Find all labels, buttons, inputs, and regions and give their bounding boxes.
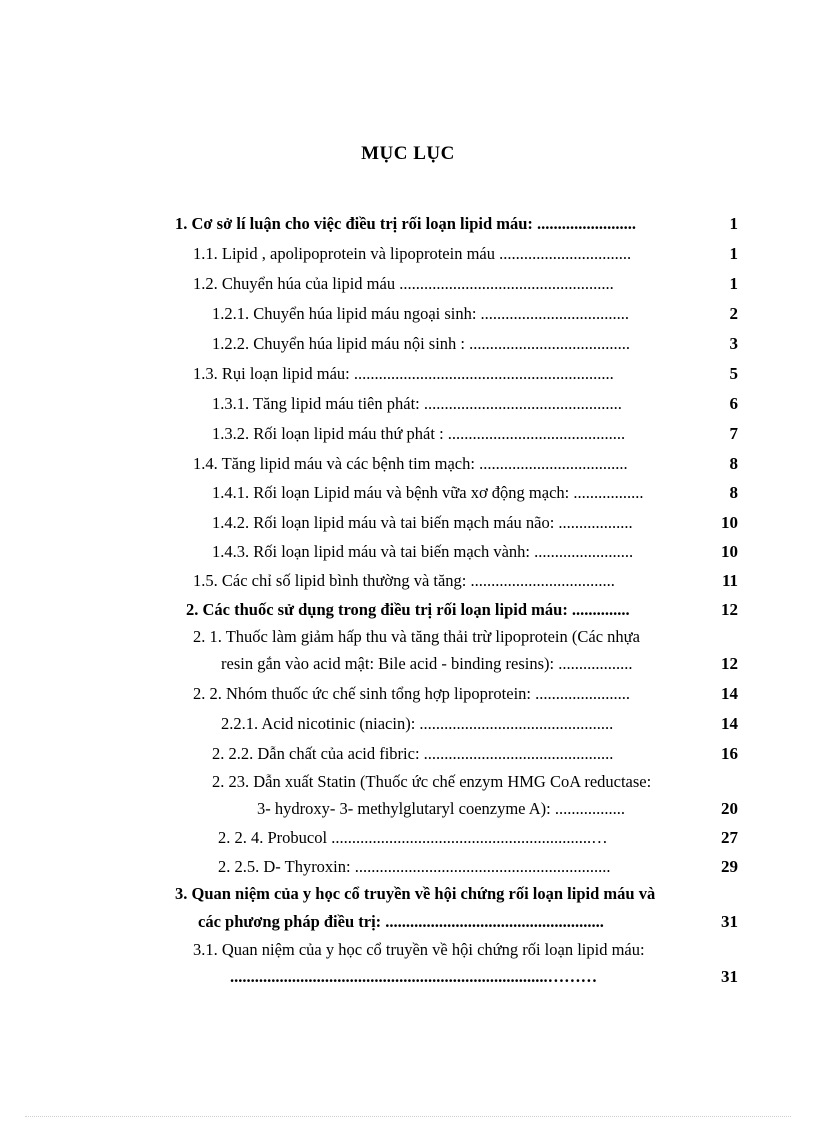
toc-page-number: 29 [721, 857, 738, 876]
toc-entry-2-2-1[interactable]: 2.2.1. Acid nicotinic (niacin): ............................................... [221, 714, 614, 733]
toc-entry-1-4-1[interactable]: 1.4.1. Rối loạn Lipid máu và bệnh vữa xơ động mạch: ................. [212, 483, 644, 502]
toc-page-number: 10 [721, 513, 738, 532]
toc-page-number: 6 [729, 394, 738, 413]
toc-page-number: 31 [721, 967, 738, 986]
page-title: MỤC LỤC [361, 143, 455, 164]
toc-entry-1-4[interactable]: 1.4. Tăng lipid máu và các bệnh tim mạch: .................................... [193, 454, 628, 473]
toc-page-number: 16 [721, 744, 738, 763]
toc-page-number: 7 [729, 424, 738, 443]
toc-entry-1-2[interactable]: 1.2. Chuyển húa của lipid máu .................................................... [193, 274, 614, 293]
toc-entry-2-2[interactable]: 2. 2. Nhóm thuốc ức chế sinh tổng hợp lipoprotein: ....................... [193, 684, 631, 703]
toc-entry-1-2-2[interactable]: 1.2.2. Chuyển húa lipid máu nội sinh : ....................................... [212, 334, 630, 353]
toc-entry-1-4-3[interactable]: 1.4.3. Rối loạn lipid máu và tai biến mạch vành: ........................ [212, 542, 634, 561]
toc-entry-2-2-3-cont[interactable]: 3- hydroxy- 3- methylglutaryl coenzyme A): ................. [257, 799, 625, 818]
toc-entry-3-cont[interactable]: các phương pháp điều trị: ..................................................... [198, 912, 604, 931]
toc-page-number: 2 [729, 304, 738, 323]
toc-entry-3[interactable]: 3. Quan niệm của y học cổ truyền về hội chứng rối loạn lipid máu và [175, 884, 656, 903]
toc-entry-2-2-5[interactable]: 2. 2.5. D- Thyroxin: .............................................................. [218, 857, 611, 876]
toc-entry-2[interactable]: 2. Các thuốc sử dụng trong điều trị rối loạn lipid máu: .............. [186, 600, 630, 619]
toc-page-number: 8 [729, 454, 738, 473]
toc-page-number: 8 [729, 483, 738, 502]
toc-entry-1-3-2[interactable]: 1.3.2. Rối loạn lipid máu thứ phát : ........................................... [212, 424, 626, 443]
toc-entry-1[interactable]: 1. Cơ sở lí luận cho việc điều trị rối loạn lipid máu: ........................ [175, 214, 637, 233]
toc-page-number: 12 [721, 600, 738, 619]
toc-entry-1-1[interactable]: 1.1. Lipid , apolipoprotein và lipoprotein máu ................................ [193, 244, 632, 263]
toc-page-number: 1 [729, 274, 738, 293]
toc-entry-2-1[interactable]: 2. 1. Thuốc làm giảm hấp thu và tăng thải trừ lipoprotein (Các nhựa [193, 627, 640, 646]
toc-page-number: 27 [721, 828, 738, 847]
toc-entry-1-2-1[interactable]: 1.2.1. Chuyển húa lipid máu ngoại sinh: .................................... [212, 304, 630, 323]
toc-entry-2-1-cont[interactable]: resin gắn vào acid mật: Bile acid - binding resins): .................. [221, 654, 633, 673]
toc-entry-1-4-2[interactable]: 1.4.2. Rối loạn lipid máu và tai biến mạch máu não: .................. [212, 513, 633, 532]
toc-page-number: 10 [721, 542, 738, 561]
toc-entry-2-2-3[interactable]: 2. 23. Dẫn xuất Statin (Thuốc ức chế enzym HMG CoA reductase: [212, 772, 652, 791]
toc-entry-1-3-1[interactable]: 1.3.1. Tăng lipid máu tiên phát: ................................................ [212, 394, 622, 413]
toc-page-number: 31 [721, 912, 738, 931]
toc-page-number: 1 [729, 244, 738, 263]
toc-page-number: 20 [721, 799, 738, 818]
page-bottom-divider [25, 1116, 791, 1117]
toc-page-number: 11 [721, 571, 738, 590]
toc-entry-2-2-4[interactable]: 2. 2. 4. Probucol ...............................................................… [218, 828, 608, 847]
toc-entry-1-5[interactable]: 1.5. Các chỉ số lipid bình thường và tăng: ................................... [193, 571, 615, 590]
toc-page-number: 14 [721, 714, 738, 733]
toc-entry-3-1-cont[interactable]: .............................................................................……… [230, 967, 598, 986]
toc-page-number: 5 [729, 364, 738, 383]
toc-entry-3-1[interactable]: 3.1. Quan niệm của y học cổ truyền về hội chứng rối loạn lipid máu: [193, 940, 645, 959]
toc-entry-1-3[interactable]: 1.3. Rụi loạn lipid máu: ............................................................... [193, 364, 614, 383]
toc-entry-2-2-2[interactable]: 2. 2.2. Dẫn chất của acid fibric: .............................................. [212, 744, 614, 763]
toc-page-number: 12 [721, 654, 738, 673]
toc-page-number: 14 [721, 684, 738, 703]
toc-page-number: 1 [729, 214, 738, 233]
toc-page-number: 3 [729, 334, 738, 353]
